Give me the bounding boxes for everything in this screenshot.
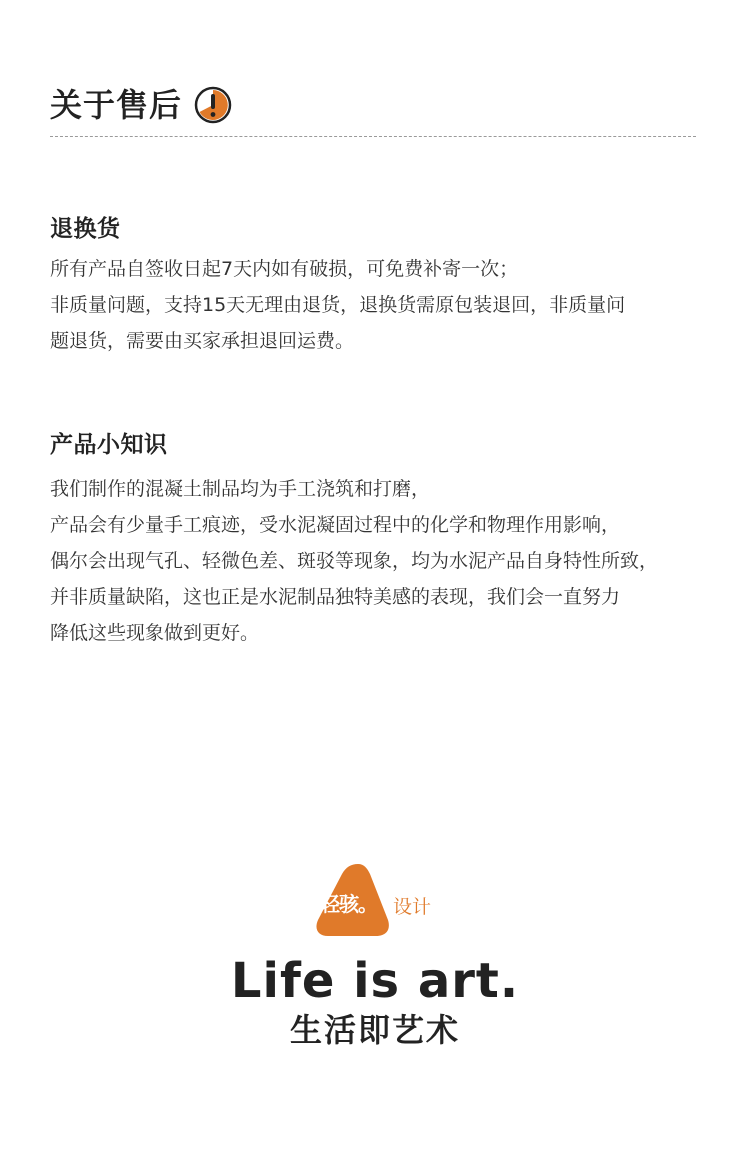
section-title-knowledge: 产品小知识 <box>50 432 168 458</box>
page-title: 关于售后 <box>50 86 183 124</box>
body-line: 偶尔会出现气孔、轻微色差、斑驳等现象，均为水泥产品自身特性所致， <box>50 550 659 572</box>
body-line: 我们制作的混凝土制品均为手工浇筑和打磨， <box>50 478 431 500</box>
body-line: 降低这些现象做到更好。 <box>50 622 260 644</box>
logo-text: 轻骇。 <box>320 892 377 916</box>
logo-suffix: 设计 <box>393 896 432 918</box>
body-line: 并非质量缺陷，这也正是水泥制品独特美感的表现，我们会一直努力 <box>50 586 621 608</box>
body-line: 非质量问题，支持15天无理由退货，退换货需原包装退回，非质量问 <box>50 294 626 316</box>
brand-logo <box>314 860 454 940</box>
body-line: 题退货，需要由买家承担退回运费。 <box>50 330 355 352</box>
header-divider <box>50 136 696 137</box>
returns-body <box>50 251 700 359</box>
exclamation-icon <box>194 86 232 124</box>
slogan-chinese: 生活即艺术 <box>289 1011 460 1049</box>
body-line: 所有产品自签收日起7天内如有破损，可免费补寄一次； <box>50 258 519 280</box>
body-line: 产品会有少量手工痕迹，受水泥凝固过程中的化学和物理作用影响， <box>50 514 621 536</box>
knowledge-body <box>50 471 700 651</box>
section-title-returns: 退换货 <box>50 216 121 242</box>
product-knowledge-section <box>50 430 700 651</box>
slogan-english: Life is art. <box>230 953 520 1009</box>
page-header <box>50 82 232 128</box>
returns-section <box>50 214 700 359</box>
